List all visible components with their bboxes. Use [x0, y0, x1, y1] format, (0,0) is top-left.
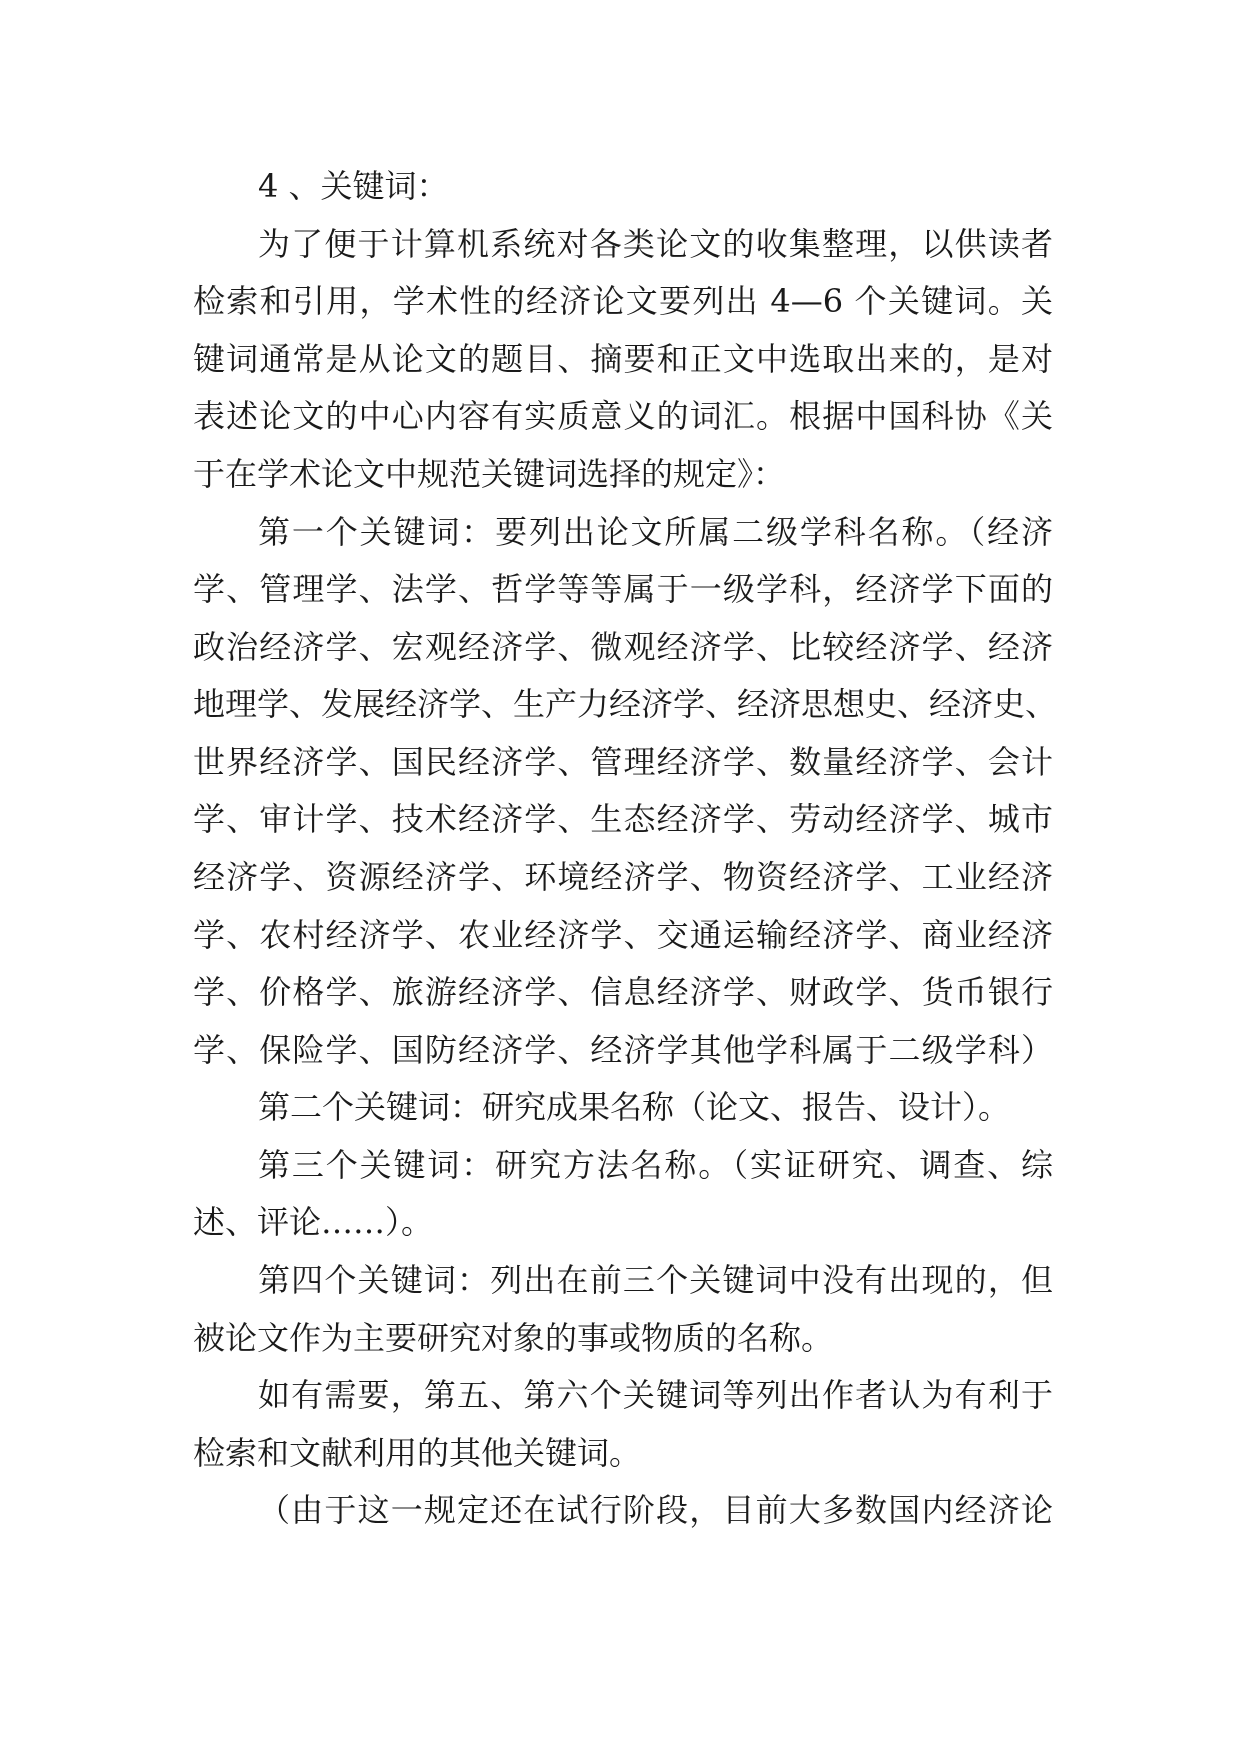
paragraph-line: 学、农村经济学、农业经济学、交通运输经济学、商业经济: [193, 916, 1053, 954]
paragraph-line: 述、评论……）。: [193, 1203, 434, 1241]
paragraph-line: 学、审计学、技术经济学、生态经济学、劳动经济学、城市: [193, 800, 1053, 838]
paragraph-line: 于在学术论文中规范关键词选择的规定》：: [193, 455, 786, 493]
paragraph-line: 表述论文的中心内容有实质意义的词汇。根据中国科协《关: [193, 397, 1053, 435]
paragraph-line: （由于这一规定还在试行阶段，目前大多数国内经济论: [258, 1491, 1053, 1529]
paragraph-line: 被论文作为主要研究对象的事或物质的名称。: [193, 1319, 834, 1357]
paragraph-line: 学、价格学、旅游经济学、信息经济学、财政学、货币银行: [193, 973, 1053, 1011]
paragraph-line: 世界经济学、国民经济学、管理经济学、数量经济学、会计: [193, 743, 1053, 781]
paragraph-line: 经济学、资源经济学、环境经济学、物资经济学、工业经济: [193, 858, 1053, 896]
paragraph-line: 检索和引用，学术性的经济论文要列出 4—6 个关键词。关: [193, 282, 1053, 320]
paragraph-line: 如有需要，第五、第六个关键词等列出作者认为有利于: [258, 1376, 1053, 1414]
paragraph-line: 第一个关键词：要列出论文所属二级学科名称。（经济: [258, 513, 1053, 551]
section-heading: 4 、关键词：: [258, 167, 449, 205]
paragraph-line: 为了便于计算机系统对各类论文的收集整理，以供读者: [258, 225, 1053, 263]
paragraph-line: 第三个关键词：研究方法名称。（实证研究、调查、综: [258, 1146, 1053, 1184]
paragraph-line: 地理学、发展经济学、生产力经济学、经济思想史、经济史、: [193, 685, 1058, 723]
paragraph-line: 第二个关键词：研究成果名称（论文、报告、设计）。: [258, 1088, 1011, 1126]
paragraph-line: 第四个关键词：列出在前三个关键词中没有出现的，但: [258, 1261, 1053, 1299]
paragraph-line: 政治经济学、宏观经济学、微观经济学、比较经济学、经济: [193, 628, 1053, 666]
paragraph-line: 学、保险学、国防经济学、经济学其他学科属于二级学科）: [193, 1031, 1053, 1069]
paragraph-line: 学、管理学、法学、哲学等等属于一级学科，经济学下面的: [193, 570, 1053, 608]
paragraph-line: 检索和文献利用的其他关键词。: [193, 1434, 642, 1472]
paragraph-line: 键词通常是从论文的题目、摘要和正文中选取出来的，是对: [193, 340, 1053, 378]
